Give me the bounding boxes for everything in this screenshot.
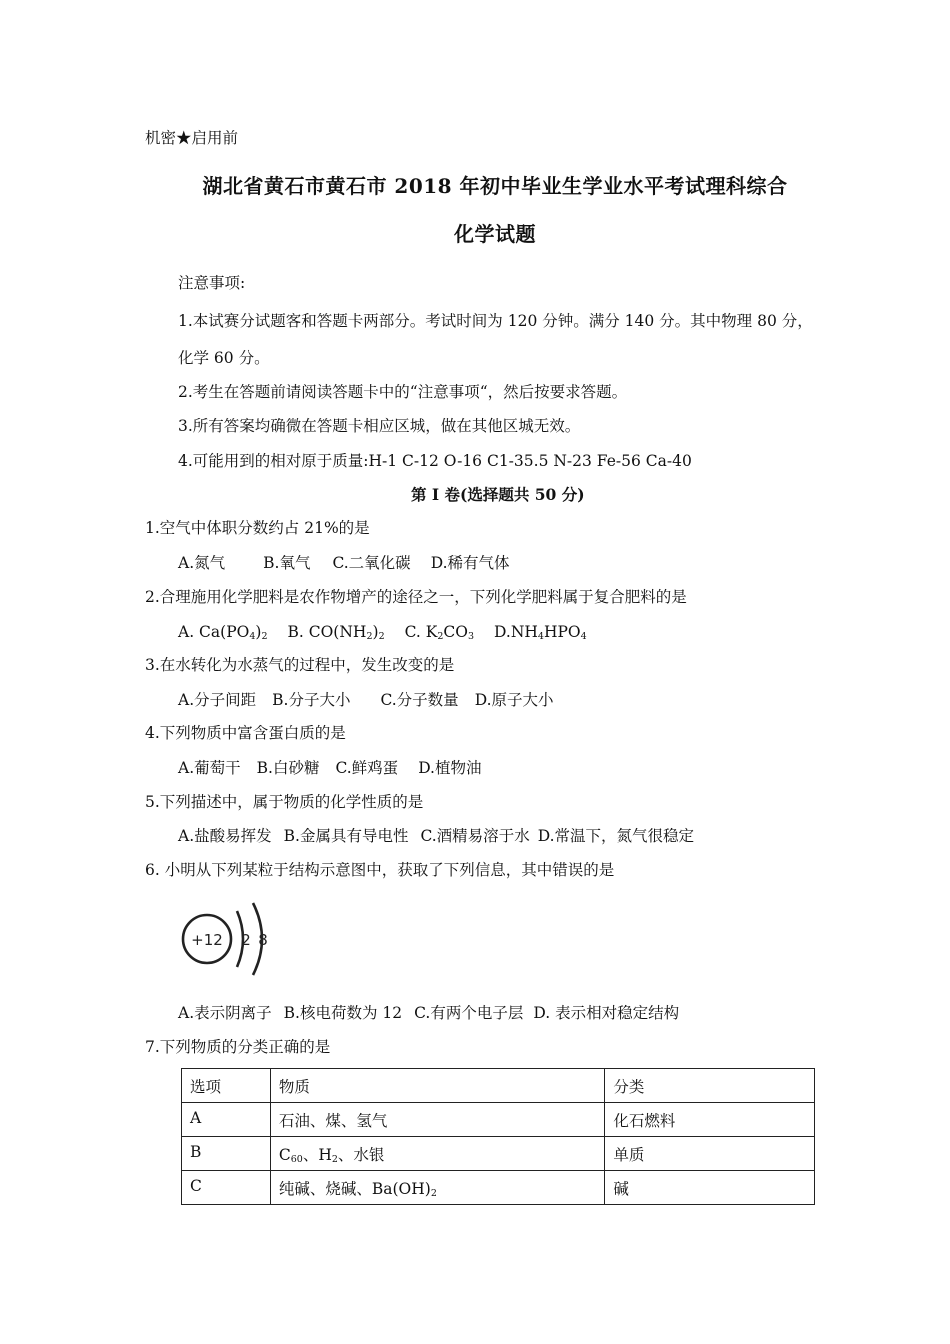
- q1-option-a: A.氮气: [178, 554, 226, 572]
- notice-item-4: 4.可能用到的相对原于质量:H-1 C-12 O-16 C1-35.5 N-23 Fe-56 Ca-40: [178, 452, 692, 470]
- q5-stem: 5.下列描述中，属于物质的化学性质的是: [145, 793, 424, 811]
- q3-option-a: A.分子间距: [178, 691, 257, 709]
- header-option: 选项: [182, 1069, 271, 1103]
- q1-option-b: B.氧气: [263, 554, 311, 572]
- q2-option-d: $D.NH_4HPO_4$: [494, 623, 587, 642]
- row-c-category: 碱: [605, 1171, 815, 1205]
- q2-option-a: A. $Ca(PO_4)_2$: [178, 623, 268, 642]
- q4-option-c: C.鲜鸡蛋: [335, 759, 399, 777]
- row-a-option: A: [182, 1103, 271, 1137]
- notice-item-1-cont: 化学 60 分。: [178, 349, 270, 367]
- q6-option-c: C.有两个电子层: [414, 1004, 524, 1022]
- q4-option-d: D.植物油: [418, 759, 482, 777]
- q4-stem: 4.下列物质中富含蛋白质的是: [145, 724, 346, 742]
- header-category: 分类: [605, 1069, 815, 1103]
- q6-option-b: B.核电荷数为 12: [283, 1004, 403, 1022]
- q3-option-c: C.分子数量: [380, 691, 459, 709]
- notice-item-3: 3.所有答案均确微在答题卡相应区城，做在其他区城无效。: [178, 417, 581, 435]
- q1-option-d: D.稀有气体: [430, 554, 510, 572]
- q5-options: [178, 826, 694, 846]
- q2-options: [178, 622, 587, 642]
- q6-stem: 6. 小明从下列某粒于结构示意图中，获取了下列信息，其中错误的是: [145, 861, 615, 879]
- row-b-category: 单质: [605, 1137, 815, 1171]
- atom-structure-diagram: [175, 893, 275, 983]
- q3-option-d: D.原子大小: [474, 691, 554, 709]
- q6-options: [178, 1003, 679, 1023]
- q2-stem: 2.合理施用化学肥料是农作物增产的途径之一，下列化学肥料属于复合肥料的是: [145, 588, 687, 606]
- table-header-row: [182, 1069, 815, 1103]
- row-b-substance: $C_{60}$、$H_2$、水银: [270, 1137, 604, 1171]
- q2-option-b: B. $CO(NH_2)_2$: [287, 623, 385, 642]
- q4-option-b: B.白砂糖: [256, 759, 320, 777]
- table-row: [182, 1103, 815, 1137]
- q1-option-c: C.二氧化碳: [332, 554, 411, 572]
- q3-options: [178, 690, 554, 710]
- row-b-option: B: [182, 1137, 271, 1171]
- q5-option-c: C.酒精易溶于水: [420, 827, 530, 845]
- header-substance: 物质: [270, 1069, 604, 1103]
- table-row: [182, 1137, 815, 1171]
- nucleus-charge: +12: [191, 931, 223, 949]
- exam-subtitle: 化学试题: [454, 222, 536, 246]
- q5-option-d: D.常温下，氮气很稳定: [537, 827, 695, 845]
- confidential-mark: 机密★启用前: [145, 129, 239, 147]
- q4-options: [178, 758, 482, 778]
- q5-option-a: A.盐酸易挥发: [178, 827, 272, 845]
- section-title: 第 I 卷(选择题共 50 分): [411, 485, 585, 504]
- exam-title: 湖北省黄石市黄石市 2018 年初中毕业生学业水平考试理科综合: [202, 174, 788, 198]
- row-a-substance: 石油、煤、氢气: [270, 1103, 604, 1137]
- q3-stem: 3.在水转化为水蒸气的过程中，发生改变的是: [145, 656, 455, 674]
- row-a-category: 化石燃料: [605, 1103, 815, 1137]
- row-c-substance: 纯碱、烧碱、$Ba(OH)_2$: [270, 1171, 604, 1205]
- q1-stem: 1.空气中体职分数约占 21%的是: [145, 519, 370, 537]
- notice-item-1: 1.本试赛分试题客和答题卡两部分。考试时间为 120 分钟。满分 140 分。其中物理 80 分，: [178, 312, 813, 330]
- notice-heading: 注意事项:: [178, 274, 246, 292]
- shell-1-electrons: 2: [241, 931, 251, 949]
- shell-2-electrons: 8: [258, 931, 268, 949]
- q6-option-a: A.表示阴离子: [178, 1004, 272, 1022]
- q7-stem: 7.下列物质的分类正确的是: [145, 1038, 331, 1056]
- q4-option-a: A.葡萄干: [178, 759, 241, 777]
- classification-table: [181, 1068, 815, 1205]
- table-row: [182, 1171, 815, 1205]
- row-c-option: C: [182, 1171, 271, 1205]
- q6-option-d: D. 表示相对稳定结构: [533, 1004, 680, 1022]
- q1-options: [178, 553, 510, 573]
- q3-option-b: B.分子大小: [272, 691, 351, 709]
- notice-item-2: 2.考生在答题前请阅读答题卡中的“注意事项“，然后按要求答题。: [178, 383, 628, 401]
- q5-option-b: B.金属具有导电性: [283, 827, 409, 845]
- q2-option-c: C. $K_2CO_3$: [404, 623, 475, 642]
